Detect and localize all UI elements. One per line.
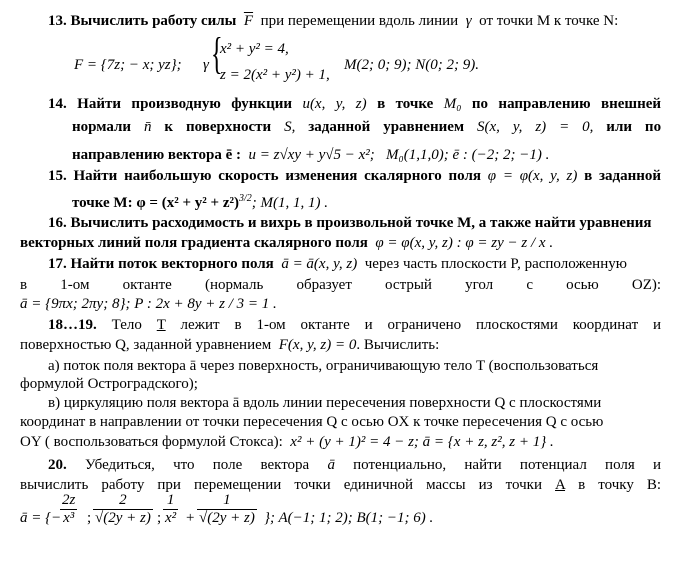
p15-line2	[72, 190, 328, 212]
p13-gamma2: γ	[203, 57, 209, 73]
p18-line1	[48, 316, 661, 334]
p18-b-line3	[20, 433, 554, 451]
p18-b-line1: в) циркуляцию поля вектора ā вдоль линии пересечения поверхности Q с плоскостями	[48, 395, 602, 411]
p20-sep2: ;	[157, 510, 162, 526]
p20-w7: найти	[464, 457, 502, 473]
p18-w3: лежит	[180, 317, 220, 333]
p13-points: M(2; 0; 9); N(0; 2; 9).	[344, 57, 479, 73]
p20-sep1: ;	[87, 510, 92, 526]
p17-w7: с	[526, 277, 533, 293]
p20-v10: в	[578, 477, 586, 493]
p13-tail: от точки M к точке N:	[479, 13, 619, 29]
p18-w0: 18…19.	[48, 317, 97, 333]
p15-l1b: φ = φ(x, y, z)	[487, 168, 578, 184]
p14-l1c: в точке	[377, 96, 434, 112]
p20-frac4	[197, 492, 257, 527]
p14-l2e: заданной уравнением	[308, 119, 465, 135]
p18-w2: T	[156, 317, 166, 333]
p20-v12: B:	[646, 477, 662, 493]
p20-v6: массы	[426, 477, 466, 493]
p20-tail: }; A(−1; 1; 2); B(1; −1; 6) .	[264, 510, 434, 526]
p20-vec: ā = {−	[20, 510, 62, 526]
p16-l2a: векторных линий поля градиента скалярного поля	[20, 235, 368, 251]
p17-l1c: через часть плоскости P, расположенную	[364, 256, 627, 272]
p14-l2a: нормали	[72, 119, 132, 135]
p17-w3: (нормаль	[205, 277, 264, 293]
p18-w10: координат	[572, 317, 639, 333]
p14-l2d: S,	[284, 119, 296, 135]
p17-w2: октанте	[122, 277, 172, 293]
p13-sys1: x² + y² = 4,	[220, 41, 289, 57]
p20-w5: ā	[327, 457, 335, 473]
p18-a-line1: а) поток поля вектора ā через поверхность, ограничивающую тело T (воспользоваться	[48, 358, 599, 374]
p20-w6: потенциально,	[353, 457, 447, 473]
p14-l3c: M₀(1,1,0); ē : (−2; 2; −1) .	[386, 147, 550, 163]
p20-frac3	[163, 492, 178, 527]
p18-a-line2: формулой Остроградского);	[20, 376, 198, 392]
p15-line1	[48, 167, 661, 185]
p20-v3: перемещении	[194, 477, 282, 493]
p18-w1: Тело	[111, 317, 142, 333]
p14-line3	[72, 146, 549, 164]
p17-w6: угол	[465, 277, 494, 293]
p20-v11: точку	[598, 477, 634, 493]
p20-w2: что	[173, 457, 195, 473]
p14-l1b: u(x, y, z)	[302, 96, 367, 112]
p20-v7: из	[478, 477, 493, 493]
p16-l2b: φ = φ(x, y, z) : φ = zy − z / x .	[375, 235, 554, 251]
p14-l3b: u = z√xy + y√5 − x²;	[248, 147, 375, 163]
p15-l2-end: ; M(1, 1, 1) .	[251, 195, 328, 211]
p14-l1d: M₀	[443, 96, 462, 112]
p18-w4: в	[234, 317, 242, 333]
p18-l2b: F(x, y, z) = 0	[278, 337, 357, 353]
p18-b3b: x² + (y + 1)² = 4 − z; ā = {x + z, z², z + 1} .	[290, 434, 554, 450]
p17-w8: осью	[566, 277, 599, 293]
p20-v1: работу	[101, 477, 145, 493]
p18-w6: октанте	[300, 317, 350, 333]
p14-l2f: S(x, y, z) = 0,	[477, 119, 594, 135]
p20-frac1	[60, 492, 77, 527]
p20-f1-den: x³	[63, 510, 75, 526]
p20-f2-num: 2	[93, 492, 153, 510]
p16-line1: 16. Вычислить расходимость и вихрь в произвольной точке M, а также найти уравнения	[48, 215, 652, 231]
p20-w1: Убедиться,	[84, 457, 155, 473]
p14-l2b: n̄	[143, 119, 152, 135]
p14-l1e: по направлению внешней	[471, 96, 662, 112]
p13-system-brace: {	[211, 29, 223, 78]
p13-line1	[48, 12, 618, 30]
p13-F-def: F = {7z; − x; yz};	[74, 57, 182, 73]
p17-line2	[20, 276, 661, 294]
p20-w4: вектора	[260, 457, 310, 473]
p17-line1	[48, 255, 627, 273]
p16-line2	[20, 234, 553, 252]
p20-v4: точки	[294, 477, 331, 493]
p17-w0: в	[20, 277, 28, 293]
p20-f3-den: x²	[165, 510, 177, 526]
p20-v2: при	[157, 477, 181, 493]
p20-w10: и	[652, 457, 662, 473]
p17-w1: 1-ом	[60, 277, 90, 293]
p15-l2: точке M: φ = (x² + y² + z²)	[72, 195, 239, 211]
p17-w5: острый	[385, 277, 432, 293]
p20-f1-num: 2z	[62, 492, 76, 508]
p17-l1b: ā = ā(x, y, z)	[281, 256, 358, 272]
p13-mid: при перемещении вдоль линии	[260, 13, 459, 29]
p20-frac2	[93, 492, 153, 527]
p17-w4: образует	[296, 277, 352, 293]
p18-w8: ограничено	[387, 317, 462, 333]
p20-f3-num: 1	[163, 492, 178, 510]
p14-l2g: или	[606, 119, 632, 135]
p13-F: $\overline{F}$	[243, 13, 254, 29]
p14-l3a: направлению вектора ē :	[72, 147, 241, 163]
p20-w3: поле	[212, 457, 243, 473]
p20-v8: точки	[505, 477, 542, 493]
p20-v0: вычислить	[20, 477, 89, 493]
p20-f4-den: √(2y + z)	[199, 510, 255, 526]
p15-l1a: 15. Найти наибольшую скорость изменения скалярного поля	[48, 168, 482, 184]
p14-l2c: к поверхности	[164, 119, 272, 135]
p17-w9: OZ):	[631, 277, 662, 293]
p13-gamma: γ	[465, 13, 472, 29]
p20-w8: потенциал	[519, 457, 587, 473]
p18-w5: 1-ом	[256, 317, 286, 333]
p18-b-line2: координат в направлении от точки пересечения Q с осью OX к точке пересечения Q с осью	[20, 414, 604, 430]
p18-l2a: поверхностью Q, заданной уравнением	[20, 337, 272, 353]
p15-l1c: в заданной	[584, 168, 662, 184]
p20-w0: 20.	[48, 457, 67, 473]
p14-line2	[72, 118, 661, 136]
p14-l2h: по	[644, 119, 662, 135]
p17-line3: ā = {9πx; 2πy; 8}; P : 2x + 8y + z / 3 = 1 .	[20, 296, 277, 312]
p17-l1a: 17. Найти поток векторного поля	[48, 256, 274, 272]
p15-l2-exp: 3/2	[238, 193, 252, 204]
p13-sys2: z = 2(x² + y²) + 1,	[220, 67, 330, 83]
p20-line1	[48, 456, 661, 474]
p18-l2c: . Вычислить:	[356, 337, 440, 353]
p13-head: 13. Вычислить работу силы	[48, 13, 237, 29]
p20-f4-num: 1	[197, 492, 257, 510]
p18-w7: и	[364, 317, 373, 333]
p14-l1a: 14. Найти производную функции	[48, 96, 292, 112]
p18-b3a: OY ( воспользоваться формулой Стокса):	[20, 434, 283, 450]
p20-v5: единичной	[343, 477, 414, 493]
p20-v9: A	[555, 477, 566, 493]
p20-f2-den: √(2y + z)	[95, 510, 151, 526]
p18-w9: плоскостями	[476, 317, 558, 333]
p20-w9: поля	[605, 457, 635, 473]
p20-plus: +	[186, 510, 195, 526]
p18-line2	[20, 336, 439, 354]
p14-line1	[48, 95, 661, 113]
p18-w11: и	[653, 317, 662, 333]
